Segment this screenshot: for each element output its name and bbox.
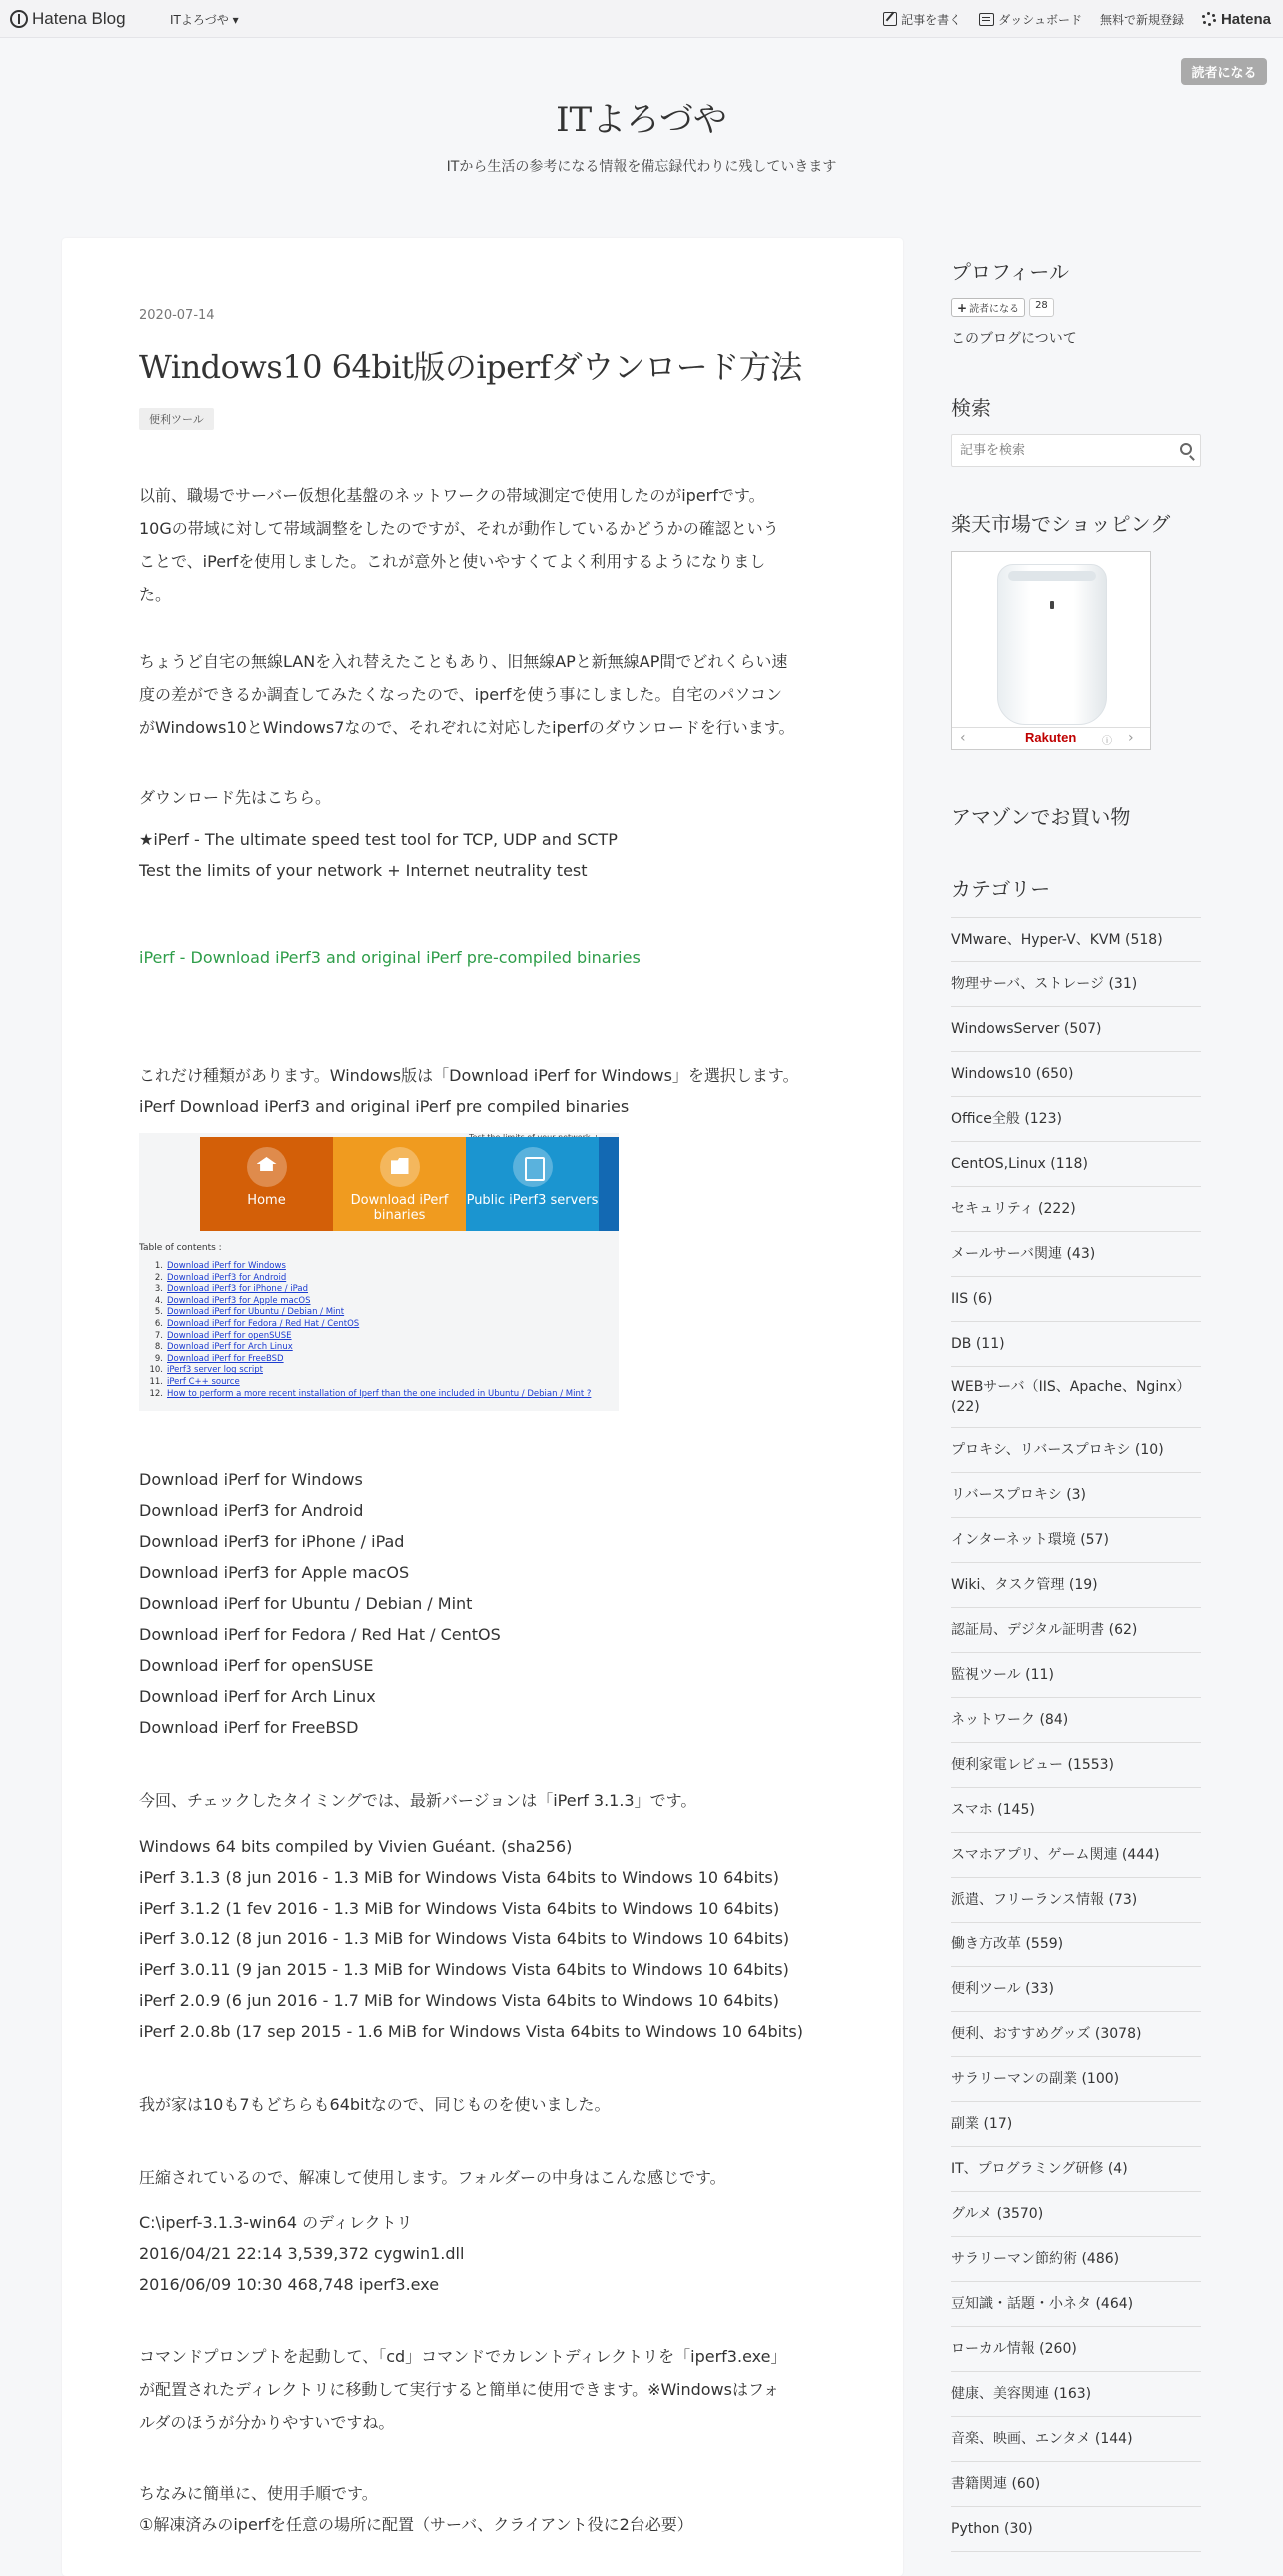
search-box (951, 434, 1201, 467)
category-item[interactable]: 物理サーバ、ストレージ (31) (951, 962, 1201, 1007)
category-item[interactable]: セキュリティ (222) (951, 1187, 1201, 1232)
category-item[interactable]: サラリーマン節約術 (486) (951, 2237, 1201, 2282)
category-item[interactable]: 便利ツール (33) (951, 1967, 1201, 2012)
dashboard-icon (979, 13, 994, 26)
category-item[interactable]: VMware、Hyper-V、KVM (518) (951, 917, 1201, 962)
category-item[interactable]: 音楽、映画、エンタメ (144) (951, 2417, 1201, 2462)
plus-icon: + (957, 300, 968, 315)
category-item[interactable]: WindowsServer (507) (951, 1007, 1201, 1052)
rakuten-logo: Rakuten (1025, 730, 1077, 745)
directory-line: C:\iperf-3.1.3-win64 のディレクトリ (139, 2213, 413, 2232)
paragraph-line: 我が家は10も7もどちらも64bitなので、同じものを使いました。 (139, 2095, 611, 2114)
paragraph-line: ルダのほうが分かりやすいですね。 (139, 2413, 395, 2432)
version-list-item: iPerf 3.0.11 (9 jan 2015 - 1.3 MiB for Windows Vista 64bits to Windows 10 64bits) (139, 1960, 789, 1979)
category-item[interactable]: リバースプロキシ (3) (951, 1473, 1201, 1518)
paragraph-line: ちょうど自宅の無線LANを入れ替えたこともあり、旧無線APと新無線AP間でどれくらい速 (139, 652, 788, 671)
dashboard-link[interactable] (979, 11, 1082, 28)
global-nav (883, 0, 1271, 38)
screenshot-tile-servers (466, 1137, 599, 1231)
category-item[interactable]: サラリーマンの副業 (100) (951, 2057, 1201, 2102)
version-list-item: iPerf 3.0.12 (8 jun 2016 - 1.3 MiB for Windows Vista 64bits to Windows 10 64bits) (139, 1930, 790, 1948)
paragraph-line: ①解凍済みのiperfを任意の場所に配置（サーバ、クライアント役に2台必要） (139, 2515, 693, 2534)
category-item[interactable]: 書籍関連 (60) (951, 2462, 1201, 2507)
paragraph-line: ことで、iPerfを使用しました。これが意外と使いやすくてよく利用するようになりまし (139, 552, 766, 571)
paragraph-line: ダウンロード先はこちら。 (139, 788, 332, 807)
hatena-dots-icon (1202, 12, 1216, 26)
screenshot-tile-download (333, 1137, 466, 1231)
follow-label: 読者になる (969, 304, 1020, 315)
paragraph-line: がWindows10とWindows7なので、それぞれに対応したiperfのダウンロードを行います。 (139, 718, 795, 737)
category-heading: カテゴリー (951, 877, 1051, 901)
write-article-link[interactable] (883, 11, 961, 28)
write-label: 記事を書く (901, 12, 962, 27)
rakuten-heading: 楽天市場でショッピング (951, 512, 1171, 536)
screenshot-toc-list: 1. Download iPerf for Windows 2. Download iPerf3 for Android 3. Download iPerf3 for iPhone / iPad 4. Download iPerf3 for Apple macOS 5. Download iPerf for Ubuntu / Debian / Mint 6. Download iPerf for Fedora / Red Hat / CentOS 7. Download iPerf for openSUSE 8. Download iPerf for Arch Linux 9. Download iPerf for FreeBSD 10. iPerf3 server log script 11. iPerf C++ source 12. How to perform a more recent installation of Iperf than the one included in Ubuntu / Debian / Mint ? (149, 1261, 592, 1399)
follower-count[interactable]: 28 (1029, 298, 1054, 317)
info-icon[interactable]: ⓘ (1102, 736, 1112, 747)
download-list-item: Download iPerf for openSUSE (139, 1656, 374, 1675)
category-item[interactable]: 働き方改革 (559) (951, 1923, 1201, 1967)
category-item[interactable]: Python (30) (951, 2507, 1201, 2552)
screenshot-toc-title: Table of contents : (139, 1243, 222, 1253)
directory-line: 2016/04/21 22:14 3,539,372 cygwin1.dll (139, 2244, 465, 2263)
signup-link[interactable]: 無料で新規登録 (1099, 12, 1184, 27)
search-input[interactable] (952, 435, 1162, 466)
download-list-item: Download iPerf3 for iPhone / iPad (139, 1532, 405, 1551)
paragraph-line: 今回、チェックしたタイミングでは、最新バージョンは「iPerf 3.1.3」です。 (139, 1791, 697, 1810)
category-item[interactable]: Windows10 (650) (951, 1052, 1201, 1097)
category-item[interactable]: スマホ (145) (951, 1788, 1201, 1833)
category-item[interactable]: 便利家電レビュー (1553) (951, 1743, 1201, 1788)
category-item[interactable]: 副業 (17) (951, 2102, 1201, 2147)
hatena-blog-logo[interactable] (10, 8, 126, 30)
logo-text: Hatena Blog (32, 9, 126, 28)
blog-description: ITから生活の参考になる情報を備忘録代わりに残していきます (446, 159, 837, 175)
category-item[interactable]: 豆知識・話題・小ネタ (464) (951, 2282, 1201, 2327)
screenshot-tile-home (200, 1137, 333, 1231)
paragraph-line: ★iPerf - The ultimate speed test tool for TCP, UDP and SCTP (139, 830, 618, 849)
paragraph-line: コマンドプロンプトを起動して、「cd」コマンドでカレントディレクトリを「iperf3.exe」 (139, 2347, 787, 2366)
tile-label: Download iPerf binaries (350, 1193, 449, 1223)
paragraph-line: が配置されたディレクトリに移動して実行すると簡単に使用できます。※Windowsはフォ (139, 2380, 780, 2399)
blog-title[interactable]: ITよろづや (556, 100, 727, 140)
subscribe-button[interactable]: 読者になる (1181, 58, 1267, 85)
download-folder-icon (380, 1147, 420, 1187)
category-item[interactable]: IT、プログラミング研修 (4) (951, 2147, 1201, 2192)
rakuten-ad[interactable] (951, 551, 1151, 750)
category-item[interactable]: 便利、おすすめグッズ (3078) (951, 2012, 1201, 2057)
iperf-site-screenshot (139, 1133, 619, 1411)
download-list-item: Download iPerf3 for Apple macOS (139, 1563, 410, 1582)
category-item[interactable]: DB (11) (951, 1322, 1201, 1367)
network-icon (513, 1147, 553, 1187)
version-list-item: iPerf 2.0.8b (17 sep 2015 - 1.6 MiB for Windows Vista 64bits to Windows 10 64bits) (139, 2022, 803, 2041)
hatena-label: Hatena (1220, 10, 1271, 28)
category-item[interactable]: 監視ツール (11) (951, 1653, 1201, 1698)
hatena-logo-icon (10, 10, 28, 28)
paragraph-line: 圧縮されているので、解凍して使用します。フォルダーの中身はこんな感じです。 (139, 2168, 726, 2187)
category-item[interactable]: メールサーバ関連 (43) (951, 1232, 1201, 1277)
global-header (0, 0, 1283, 38)
category-item[interactable]: インターネット環境 (57) (951, 1518, 1201, 1563)
prev-arrow-icon[interactable]: ‹ (960, 730, 966, 746)
download-list-item: Download iPerf for Windows (139, 1470, 363, 1489)
paragraph-line: iPerf Download iPerf3 and original iPerf pre compiled binaries (139, 1097, 630, 1116)
category-item[interactable]: ローカル情報 (260) (951, 2327, 1201, 2372)
category-item[interactable]: 派遣、フリーランス情報 (73) (951, 1878, 1201, 1923)
category-item[interactable]: 認証局、デジタル証明書 (62) (951, 1608, 1201, 1653)
download-list-item: Download iPerf for Ubuntu / Debian / Mint (139, 1594, 473, 1613)
category-item[interactable]: ネットワーク (84) (951, 1698, 1201, 1743)
category-item[interactable]: WEBサーバ（IIS、Apache、Nginx）(22) (951, 1367, 1201, 1428)
next-arrow-icon[interactable]: › (1128, 730, 1134, 746)
article-title[interactable]: Windows10 64bit版のiperfダウンロード方法 (139, 348, 802, 386)
about-blog-link[interactable]: このブログについて (951, 331, 1077, 347)
pen-icon (883, 12, 897, 26)
version-list-item: iPerf 2.0.9 (6 jun 2016 - 1.7 MiB for Windows Vista 64bits to Windows 10 64bits) (139, 1991, 779, 2010)
category-item[interactable]: Wiki、タスク管理 (19) (951, 1563, 1201, 1608)
tile-label: Public iPerf3 servers (466, 1193, 599, 1208)
category-item[interactable]: プロキシ、リバースプロキシ (10) (951, 1428, 1201, 1473)
follow-button[interactable] (951, 298, 1025, 317)
article-card (62, 238, 903, 2576)
air-purifier-image[interactable] (997, 564, 1107, 725)
profile-heading: プロフィール (951, 260, 1069, 284)
download-list-item: Download iPerf for Fedora / Red Hat / CentOS (139, 1625, 501, 1644)
category-item[interactable]: Office全般 (123) (951, 1097, 1201, 1142)
article-category-tag[interactable]: 便利ツール (139, 408, 214, 430)
screenshot-tile-partial (599, 1137, 619, 1231)
article-date[interactable]: 2020-07-14 (139, 308, 215, 323)
hatena-menu-link[interactable] (1202, 11, 1271, 28)
paragraph-line: 以前、職場でサーバー仮想化基盤のネットワークの帯域測定で使用したのがiperfです。 (139, 486, 765, 505)
version-list-item: iPerf 3.1.2 (1 fev 2016 - 1.3 MiB for Windows Vista 64bits to Windows 10 64bits) (139, 1899, 780, 1918)
ad-controls (952, 727, 1150, 749)
paragraph-line: ちなみに簡単に、使用手順です。 (139, 2484, 378, 2503)
category-item[interactable]: IIS (6) (951, 1277, 1201, 1322)
iperf-download-link[interactable]: iPerf - Download iPerf3 and original iPerf pre-compiled binaries (139, 948, 641, 967)
tile-label: Home (247, 1193, 286, 1208)
version-list-item: iPerf 3.1.3 (8 jun 2016 - 1.3 MiB for Windows Vista 64bits to Windows 10 64bits) (139, 1868, 779, 1887)
paragraph-line: Test the limits of your network + Internet neutrality test (139, 861, 588, 880)
category-item[interactable]: スマホアプリ、ゲーム関連 (444) (951, 1833, 1201, 1878)
category-item[interactable]: CentOS,Linux (118) (951, 1142, 1201, 1187)
search-icon[interactable] (1180, 443, 1192, 455)
search-heading: 検索 (951, 396, 991, 420)
category-list (951, 917, 1201, 2552)
category-item[interactable]: 健康、美容関連 (163) (951, 2372, 1201, 2417)
paragraph-line: た。 (139, 585, 172, 604)
paragraph-line: 度の差ができるか調査してみたくなったので、iperfを使う事にしました。自宅のパソコン (139, 685, 783, 704)
paragraph-line: 10Gの帯域に対して帯域調整をしたのですが、それが動作しているかどうかの確認という (139, 519, 779, 538)
download-list-item: Download iPerf for FreeBSD (139, 1718, 359, 1737)
profile-follow (951, 298, 1054, 317)
category-item[interactable]: グルメ (3570) (951, 2192, 1201, 2237)
blog-menu-dropdown[interactable]: ITよろづや ▾ (170, 13, 239, 27)
amazon-heading: アマゾンでお買い物 (951, 805, 1131, 829)
version-list-item: Windows 64 bits compiled by Vivien Guéant. (sha256) (139, 1837, 573, 1856)
paragraph-line: これだけ種類があります。Windows版は「Download iPerf for Windows」を選択します。 (139, 1066, 799, 1085)
directory-line: 2016/06/09 10:30 468,748 iperf3.exe (139, 2275, 440, 2294)
download-list-item: Download iPerf3 for Android (139, 1501, 364, 1520)
dashboard-label: ダッシュボード (998, 12, 1082, 27)
home-icon (247, 1147, 287, 1187)
download-list-item: Download iPerf for Arch Linux (139, 1687, 376, 1706)
